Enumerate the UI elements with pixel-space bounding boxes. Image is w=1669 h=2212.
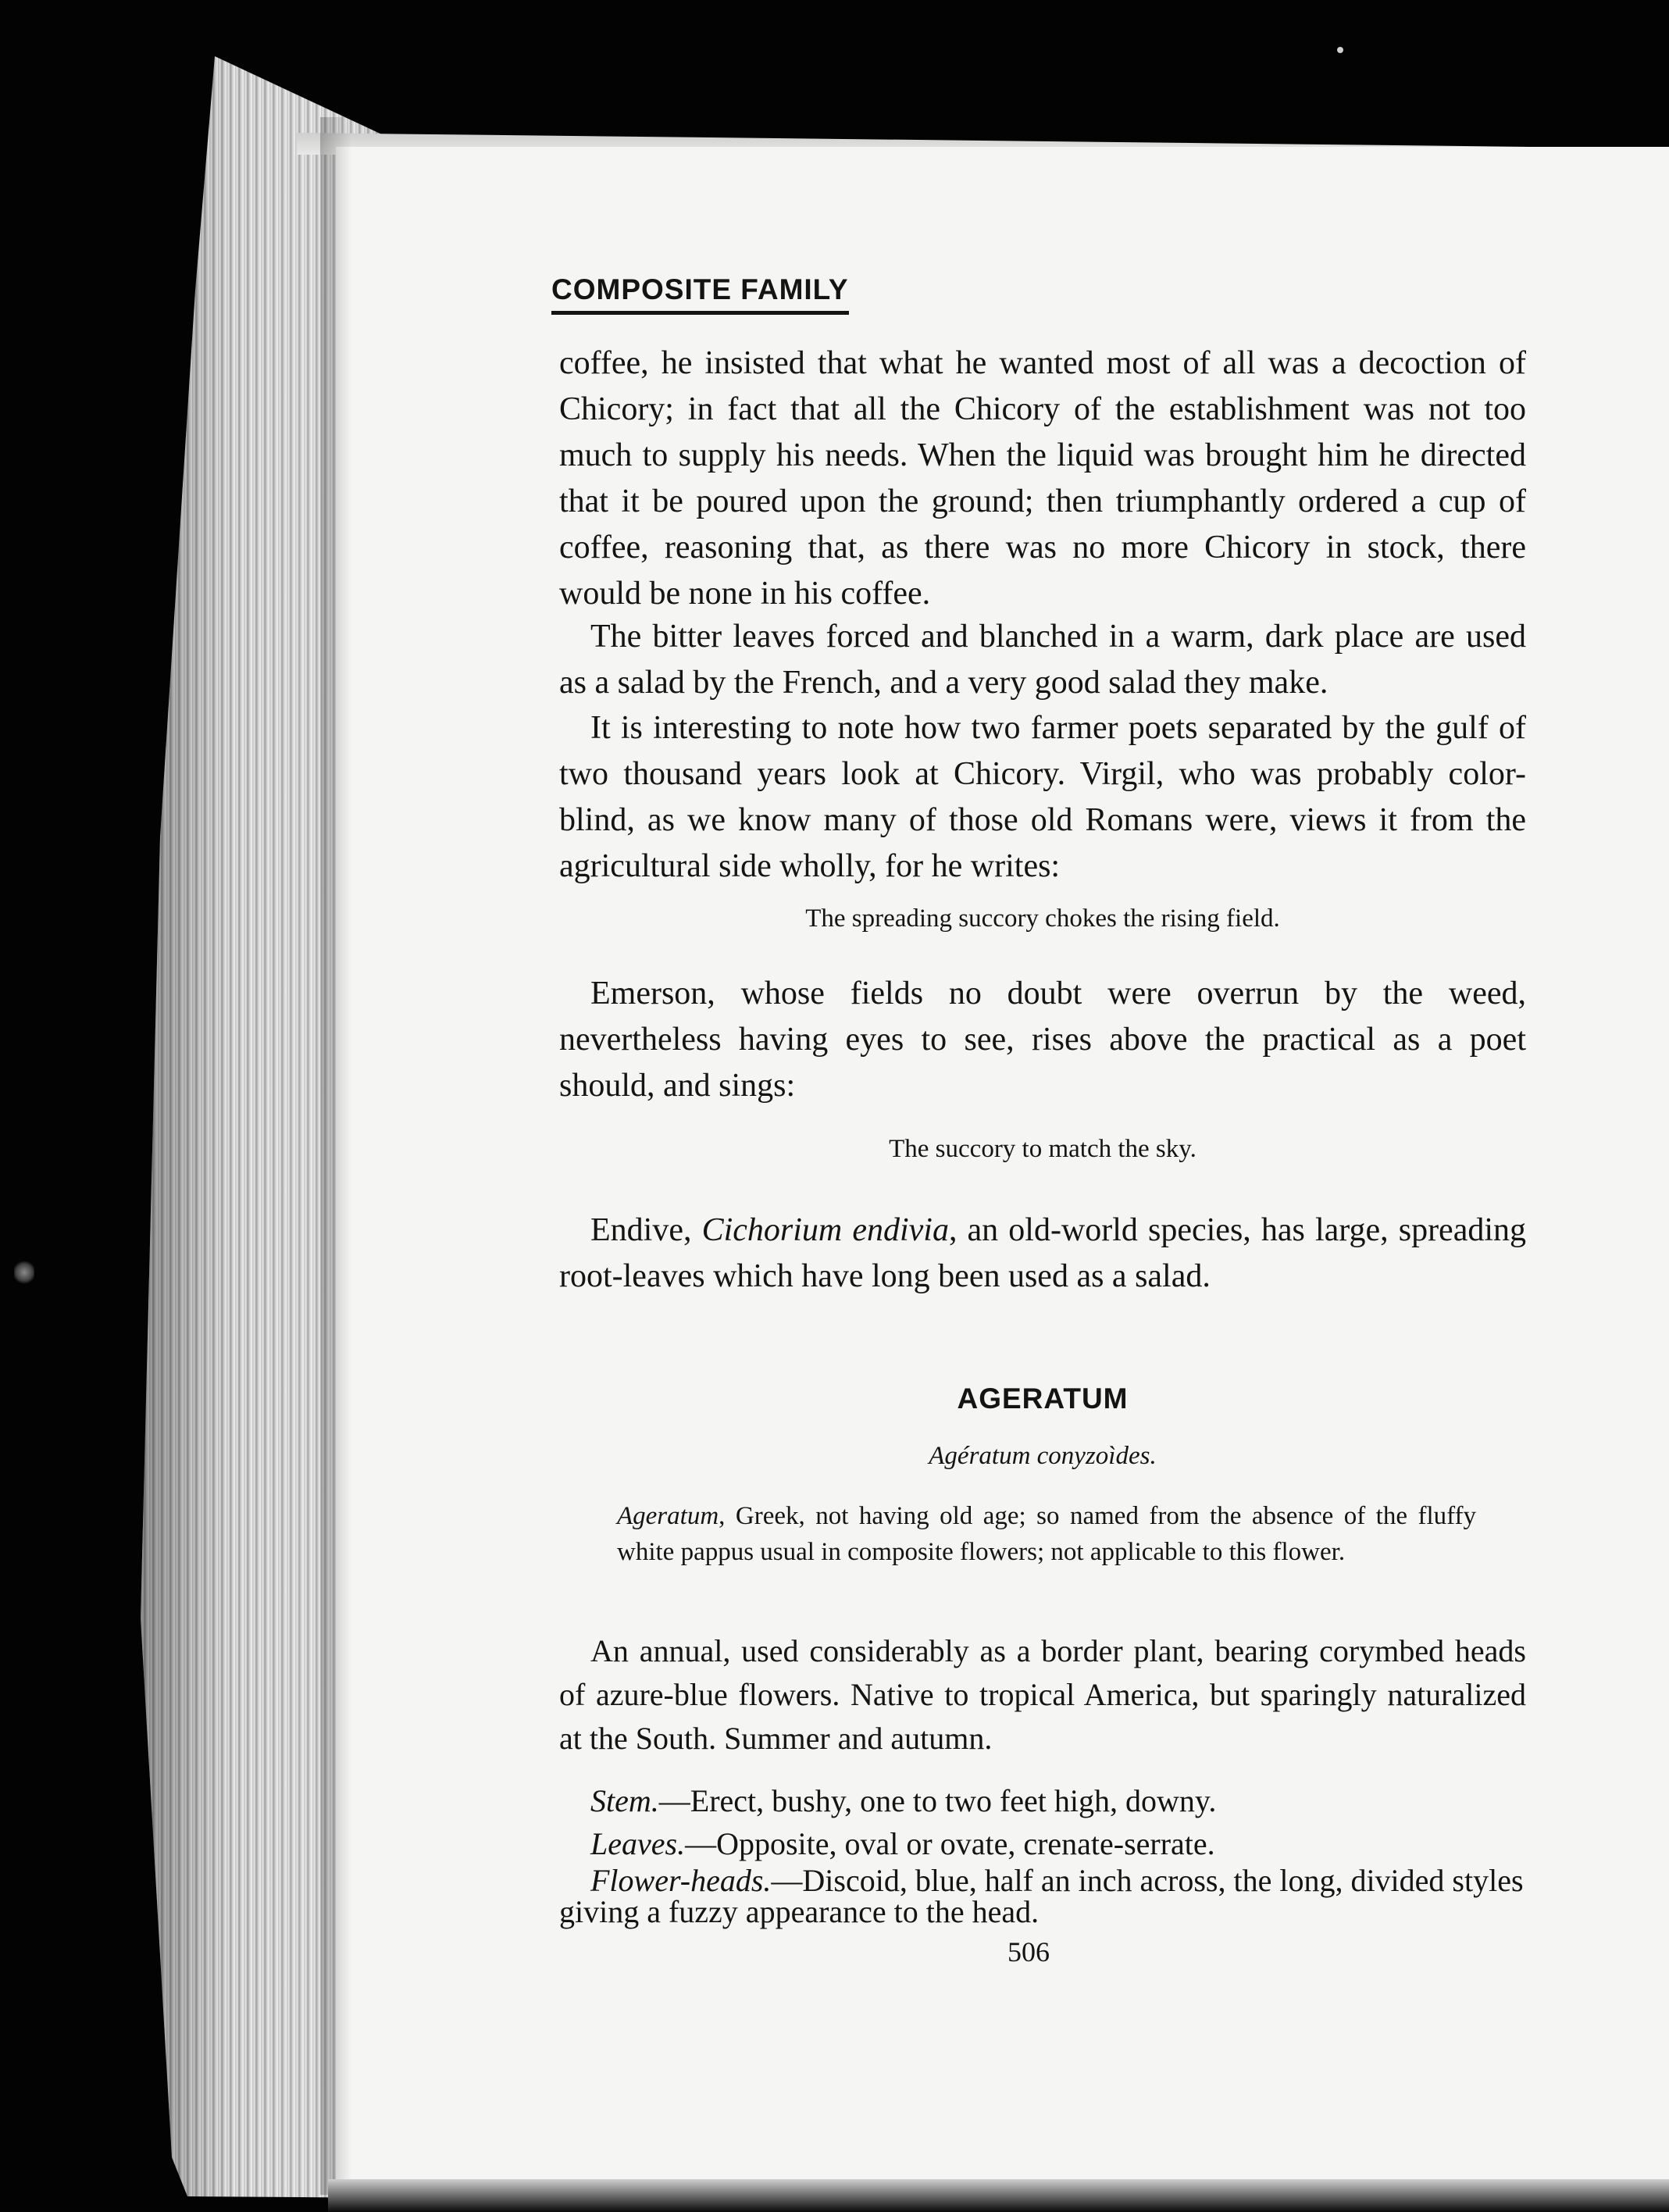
paragraph-chicory-coffee: coffee, he insisted that what he wanted most of all was a decoction of Chicory; in fact that all the Chicory of the establishment was not too much to supply his needs. When the liquid was brought him he directed that it be poured upon the ground; then triumphantly ordered a cup of coffee, reasoning that, as there was no more Chicory in stock, there would be none in his coffee. [559, 345, 1526, 612]
binding-shadow [320, 117, 351, 2195]
endive-text-start: Endive, [590, 1212, 702, 1248]
entry-text: —Discoid, blue, half an inch across, the long, divided styles giving a fuzzy appearance to the head. [559, 1863, 1524, 1929]
section-heading: AGERATUM [957, 1382, 1129, 1415]
paragraph-emerson: Emerson, whose fields no doubt were overrun by the weed, nevertheless having eyes to see, rises above the practical as a poet should, and sings: [559, 976, 1526, 1104]
endive-latin-name: Cichorium endivia [701, 1212, 949, 1248]
section-latin-name: Agératum conyzoìdes. [929, 1442, 1157, 1470]
entry-label: Leaves. [590, 1826, 686, 1861]
paragraph-poets: It is interesting to note how two farmer poets separated by the gulf of two thousand years look at Chicory. Virgil, who was probably color-blind, as we know many of those old Romans were, views it from the agricultural side wholly, for he writes: [559, 710, 1526, 884]
etymology-term: Ageratum [617, 1502, 719, 1530]
entry-flower-heads [559, 1865, 1526, 1928]
running-head: COMPOSITE FAMILY [551, 273, 849, 315]
etymology-note [617, 1498, 1476, 1570]
dust-speck [1337, 47, 1343, 53]
endive-text-end: , an old-world species, has large, spreading root-leaves which have long been used as a salad. [559, 1212, 1527, 1294]
etymology-text: , Greek, not having old age; so named from the absence of the fluffy white pappus usual in composite flowers; not applicable to this flower. [617, 1502, 1476, 1566]
page-number: 506 [1007, 1936, 1050, 1968]
entry-text: —Erect, bushy, one to two feet high, downy. [658, 1783, 1217, 1818]
entry-label: Stem. [590, 1783, 659, 1818]
quote-virgil: The spreading succory chokes the rising field. [805, 904, 1280, 933]
paragraph-salad: The bitter leaves forced and blanched in a warm, dark place are used as a salad by the French, and a very good salad they make. [559, 619, 1526, 701]
entry-text: —Opposite, oval or ovate, crenate-serrate. [685, 1826, 1215, 1861]
entry-stem [559, 1779, 1526, 1822]
entry-leaves [559, 1822, 1526, 1865]
quote-emerson: The succory to match the sky. [889, 1135, 1196, 1163]
paragraph-endive [559, 1208, 1526, 1300]
page-bottom-edge [328, 2179, 1669, 2212]
dust-speck [14, 1259, 34, 1286]
paragraph-description: An annual, used considerably as a border plant, bearing corymbed heads of azure-blue flowers. Native to tropical America, but sparingly naturalized at the South. Summer and autumn. [559, 1633, 1526, 1756]
entry-label: Flower-heads. [590, 1863, 772, 1898]
